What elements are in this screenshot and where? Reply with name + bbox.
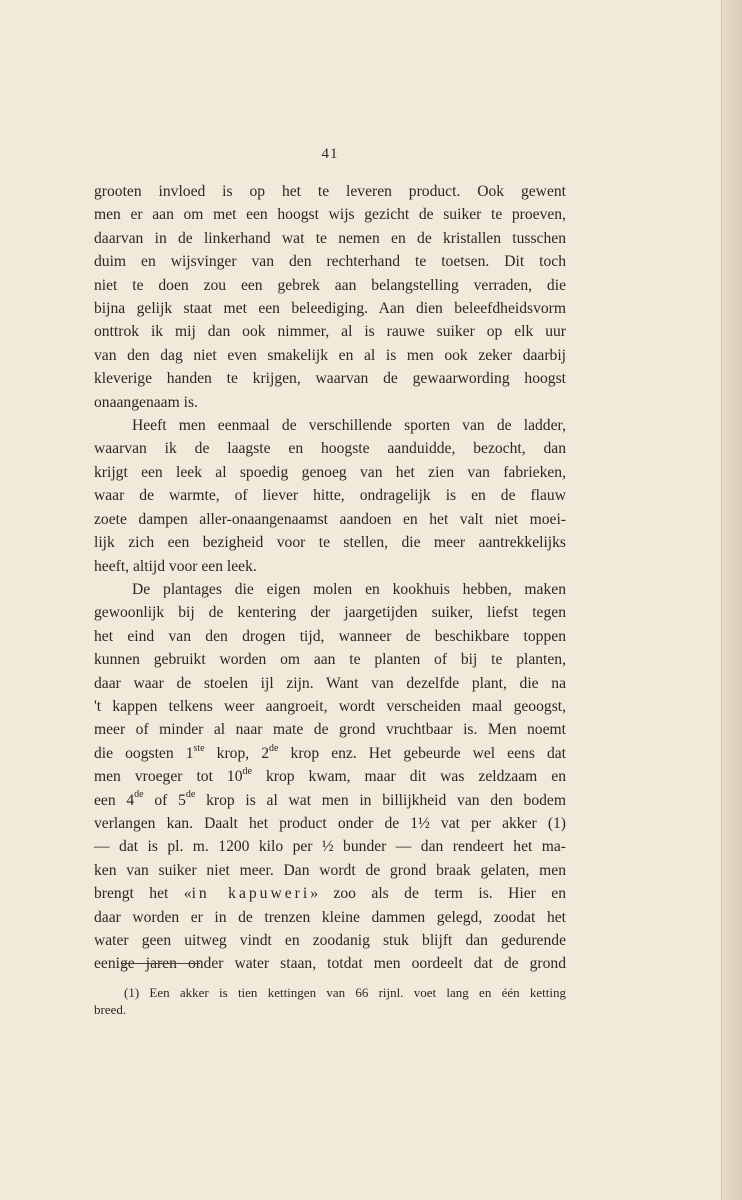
text-run: krop enz. Het gebeurde wel eens dat [278, 744, 567, 762]
ordinal-suffix: de [134, 789, 144, 801]
text-line: daarvan in de linkerhand wat te nemen en de kristallen tusschen [94, 229, 566, 247]
text-line: Heeft men eenmaal de verschillende sporten van de ladder, [132, 417, 566, 435]
text-run: die oogsten 1 [94, 744, 194, 762]
text-line [94, 789, 566, 812]
text-line: niet te doen zou een gebrek aan belangstelling verraden, die [94, 276, 566, 294]
page-number: 41 [321, 146, 339, 162]
text-line: onttrok ik mij dan ook nimmer, al is rauwe suiker op elk uur [94, 323, 566, 341]
footnote [94, 984, 566, 1018]
text-line: onaangenaam is. [94, 393, 198, 411]
text-line: lijk zich een bezigheid voor te stellen, die meer aantrekkelijks [94, 534, 566, 552]
text-line: grooten invloed is op het te leveren product. Ook gewent [94, 183, 566, 200]
footnote-divider [122, 963, 200, 964]
text-run: krop, 2 [204, 744, 270, 762]
text-run: een 4 [94, 791, 135, 809]
text-line: daar worden er in de trenzen kleine dammen gelegd, zoodat het [94, 908, 566, 926]
ordinal-suffix: de [185, 789, 196, 801]
text-line: het eind van den drogen tijd, wanneer de beschikbare toppen [94, 627, 566, 645]
text-line: De plantages die eigen molen en kookhuis hebben, maken [132, 580, 566, 598]
text-line: daar waar de stoelen ijl zijn. Want van dezelfde plant, die na [94, 674, 566, 692]
text-line: eenige jaren onder water staan, totdat men oordeelt dat de grond [94, 955, 566, 973]
text-line: water geen uitweg vindt en zoodanig stuk blijft dan gedurende [94, 932, 566, 949]
footnote-line: (1) Een akker is tien kettingen van 66 rijnl. voet lang en één ketting [124, 985, 566, 1000]
text-line: van den dag niet even smakelijk en al is men ook zeker daarbij [94, 346, 566, 364]
text-line: — dat is pl. m. 1200 kilo per ½ bunder — dan rendeert het ma- [94, 838, 566, 856]
text-line: kunnen gebruikt worden om aan te planten of bij te planten, [94, 651, 566, 669]
text-line: bijna gelijk staat met een beleediging. Aan dien beleefdheidsvorm [94, 300, 566, 318]
ordinal-suffix: de [242, 765, 252, 777]
text-line: gewoonlijk bij de kentering der jaargetijden suiker, liefst tegen [94, 604, 566, 622]
text-line: meer of minder al naar mate de grond vruchtbaar is. Men noemt [94, 721, 566, 739]
text-run: brengt het « [94, 885, 192, 903]
text-line: waarvan ik de laagste en hoogste aanduidde, bezocht, dan [94, 440, 566, 458]
text-line: kleverige handen te krijgen, waarvan de gewaarwording hoogst [94, 370, 566, 388]
text-run: of 5 [143, 791, 186, 809]
text-line [94, 742, 566, 765]
text-line: duim en wijsvinger van den rechterhand te toetsen. Dit toch [94, 253, 566, 271]
text-run: krop kwam, maar dit was zeldzaam en [251, 768, 566, 786]
text-line [94, 882, 566, 905]
page-edge [721, 0, 742, 1200]
text-run: men vroeger tot 10 [94, 768, 243, 786]
text-line: zoete dampen aller-onaangenaamst aandoen en het valt niet moei- [94, 510, 566, 528]
ordinal-suffix: ste [193, 742, 205, 754]
footnote-line: breed. [94, 1002, 127, 1017]
text-line: 't kappen telkens weer aangroeit, wordt verscheiden maal geoogst, [94, 697, 566, 715]
text-line: heeft, altijd voor een leek. [94, 557, 257, 575]
text-line: krijgt een leek al spoedig genoeg van het zien van fabrieken, [94, 463, 566, 481]
ordinal-suffix: de [269, 742, 279, 754]
text-line: verlangen kan. Daalt het product onder de 1½ vat per akker (1) [94, 814, 566, 832]
text-line [94, 765, 566, 788]
body-text [94, 180, 566, 976]
text-run: » zoo als de term is. Hier en [310, 885, 566, 903]
text-line: men er aan om met een hoogst wijs gezicht de suiker te proeven, [94, 206, 566, 224]
spaced-term: in kapuweri [191, 885, 311, 903]
text-line: ken van suiker niet meer. Dan wordt de grond braak gelaten, men [94, 861, 566, 879]
text-run: krop is al wat men in billijkheid van den bodem [195, 791, 566, 809]
text-line: waar de warmte, of liever hitte, ondragelijk is en de flauw [94, 487, 566, 505]
